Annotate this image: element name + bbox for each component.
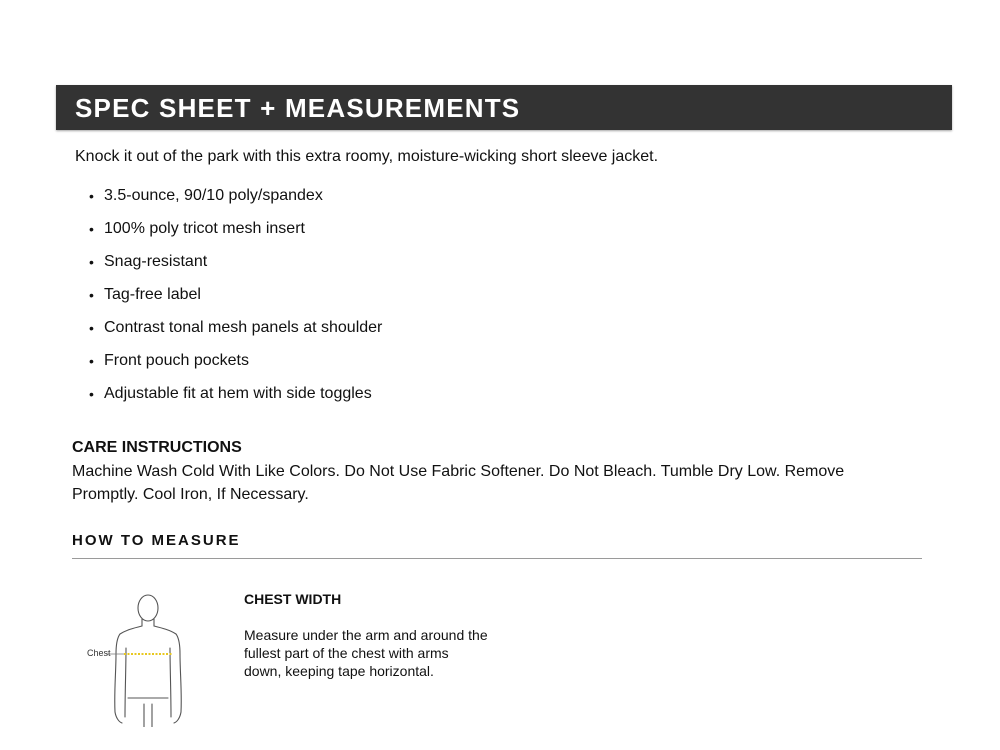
bullet-icon: • [89, 287, 94, 303]
feature-list [89, 186, 383, 417]
care-instructions-text: Machine Wash Cold With Like Colors. Do Not Use Fabric Softener. Do Not Bleach. Tumble Dry Low. Remove Promptly. Cool Iron, If Necessary. [72, 463, 845, 503]
page-title: SPEC SHEET + MEASUREMENTS [75, 93, 521, 123]
list-item: • 100% poly tricot mesh insert [89, 220, 305, 237]
bullet-icon: • [89, 254, 94, 270]
figure-right-inner-arm [170, 648, 171, 717]
figure-head [138, 595, 158, 621]
list-item: • Adjustable fit at hem with side toggles [89, 385, 372, 402]
bullet-icon: • [89, 221, 94, 237]
chest-width-heading: CHEST WIDTH [244, 591, 342, 607]
chest-width-description: Measure under the arm and around the fullest part of the chest with arms down, keeping tape horizontal. [244, 627, 488, 679]
list-item: • Contrast tonal mesh panels at shoulder [89, 319, 383, 336]
body-measurement-figure [84, 592, 194, 727]
how-to-measure-heading: HOW TO MEASURE [72, 532, 241, 549]
figure-legs [144, 704, 152, 727]
figure-left-arm [115, 626, 142, 723]
list-item: • Tag-free label [89, 286, 201, 303]
figure-left-inner-arm [125, 648, 126, 717]
product-intro: Knock it out of the park with this extra roomy, moisture-wicking short sleeve jacket. [75, 148, 659, 165]
page-header [56, 85, 952, 130]
bullet-icon: • [89, 320, 94, 336]
list-item: • 3.5-ounce, 90/10 poly/spandex [89, 187, 323, 204]
section-divider [72, 558, 922, 559]
list-item: • Front pouch pockets [89, 352, 249, 369]
bullet-icon: • [89, 188, 94, 204]
chest-figure-label: Chest [87, 648, 111, 658]
list-item: • Snag-resistant [89, 253, 208, 270]
care-instructions-heading: CARE INSTRUCTIONS [72, 439, 242, 456]
bullet-icon: • [89, 353, 94, 369]
bullet-icon: • [89, 386, 94, 402]
figure-right-arm [154, 626, 181, 723]
